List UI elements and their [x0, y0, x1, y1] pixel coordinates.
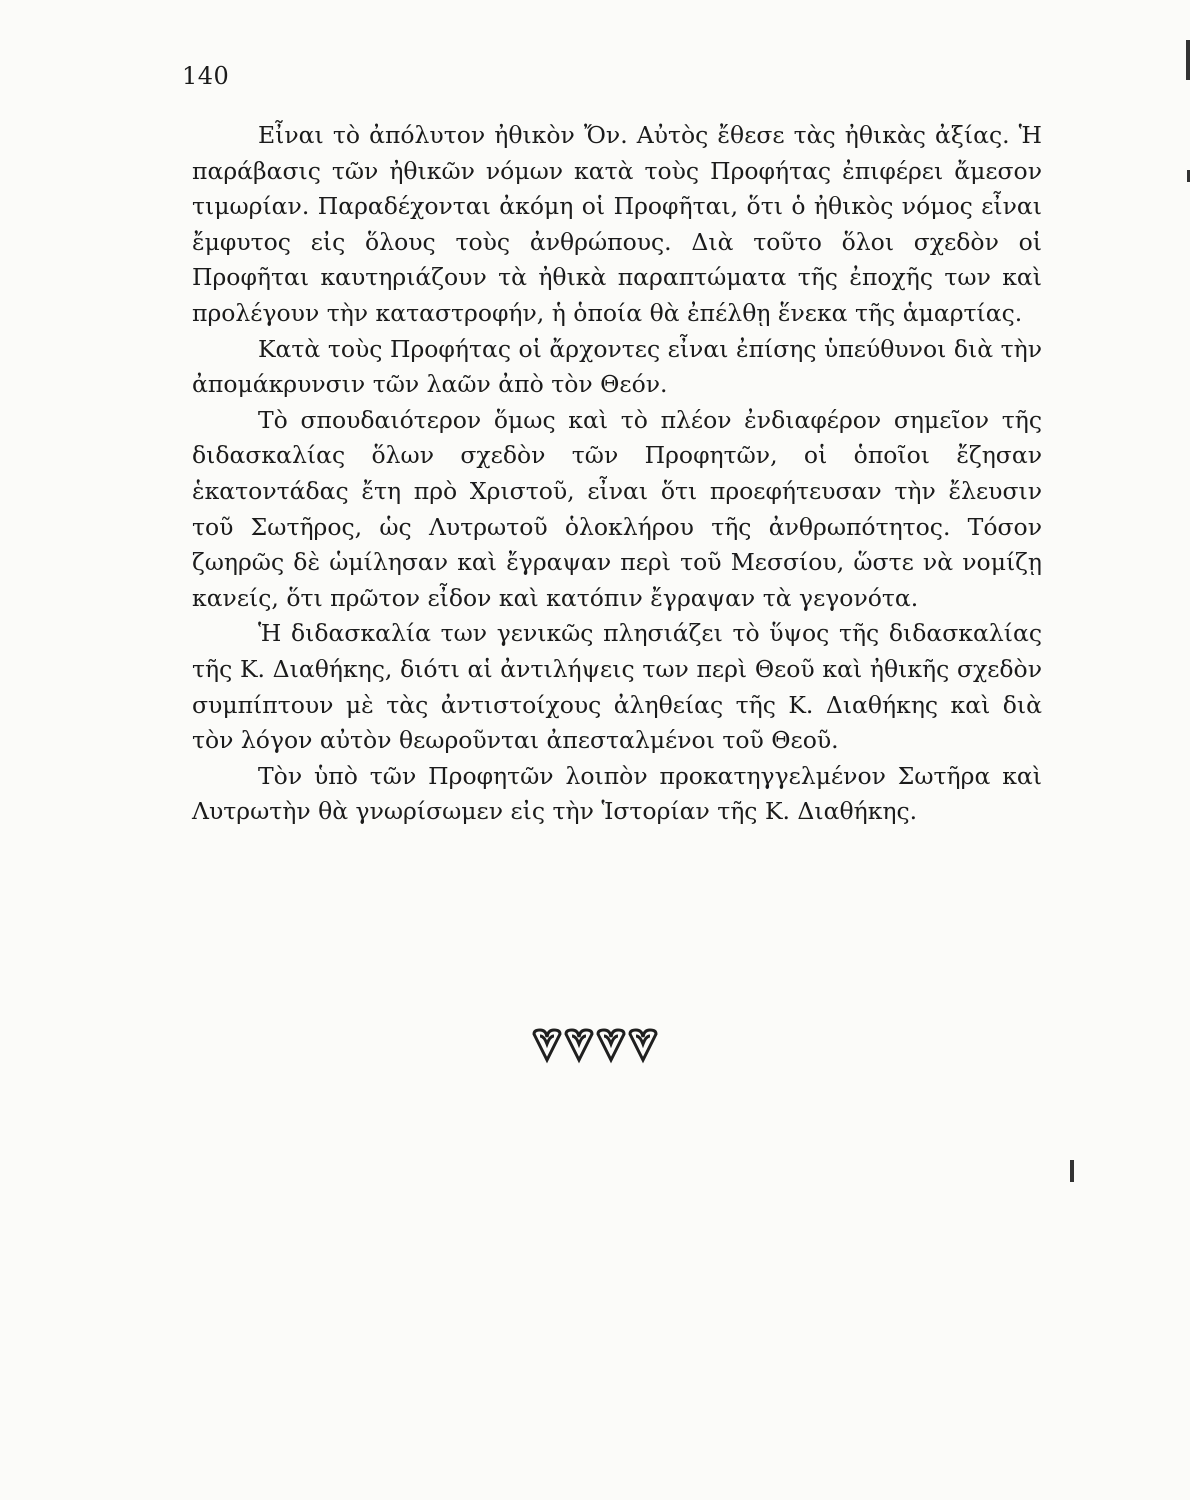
- page-number: 140: [182, 62, 230, 90]
- paragraph-3: Τὸ σπουδαιότερον ὅμως καὶ τὸ πλέον ἐνδιαφέρον σημεῖον τῆς διδασκαλίας ὅλων σχεδὸν τῶν Προφητῶν, οἱ ὁποῖοι ἔζησαν ἑκατοντάδας ἔτη πρὸ Χριστοῦ, εἶναι ὅτι προεφήτευσαν τὴν ἔλευσιν τοῦ Σωτῆρος, ὡς Λυτρωτοῦ ὁλοκλήρου τῆς ἀνθρωπότητος. Τόσον ζωηρῶς δὲ ὡμίλησαν καὶ ἔγραψαν περὶ τοῦ Μεσσίου, ὥστε νὰ νομίζῃ κανείς, ὅτι πρῶτον εἶδον καὶ κατόπιν ἔγραψαν τὰ γεγονότα.: [192, 405, 1042, 612]
- paragraph-5: Τὸν ὑπὸ τῶν Προφητῶν λοιπὸν προκατηγγελμένον Σωτῆρα καὶ Λυτρωτὴν θὰ γνωρίσωμεν εἰς τὴν Ἱστορίαν τῆς Κ. Διαθήκης.: [192, 761, 1042, 826]
- body-text: [192, 118, 1042, 830]
- heart-chain-icon: [530, 1028, 660, 1064]
- page-edge-mark: [1186, 40, 1190, 80]
- paragraph-2: Κατὰ τοὺς Προφήτας οἱ ἄρχοντες εἶναι ἐπίσης ὑπεύθυνοι διὰ τὴν ἀπομάκρυνσιν τῶν λαῶν ἀπὸ τὸν Θεόν.: [192, 334, 1042, 399]
- paragraph-1: Εἶναι τὸ ἀπόλυτον ἠθικὸν Ὄν. Αὐτὸς ἔθεσε τὰς ἠθικὰς ἀξίας. Ἡ παράβασις τῶν ἠθικῶν νόμων κατὰ τοὺς Προφήτας ἐπιφέρει ἄμεσον τιμωρίαν. Παραδέχονται ἀκόμη οἱ Προφῆται, ὅτι ὁ ἠθικὸς νόμος εἶναι ἔμφυτος εἰς ὅλους τοὺς ἀνθρώπους. Διὰ τοῦτο ὅλοι σχεδὸν οἱ Προφῆται καυτηριάζουν τὰ ἠθικὰ παραπτώματα τῆς ἐποχῆς των καὶ προλέγουν τὴν καταστροφήν, ἡ ὁποία θὰ ἐπέλθῃ ἕνεκα τῆς ἁμαρτίας.: [192, 121, 1042, 327]
- ink-mark: [1070, 1160, 1074, 1182]
- paragraph-4: Ἡ διδασκαλία των γενικῶς πλησιάζει τὸ ὕψος τῆς διδασκαλίας τῆς Κ. Διαθήκης, διότι αἱ ἀντιλήψεις των περὶ Θεοῦ καὶ ἠθικῆς σχεδὸν συμπίπτουν μὲ τὰς ἀντιστοίχους ἀληθείας τῆς Κ. Διαθήκης καὶ διὰ τὸν λόγον αὐτὸν θεωροῦνται ἀπεσταλμένοι τοῦ Θεοῦ.: [192, 619, 1042, 755]
- ornament-icon: [0, 1024, 1190, 1075]
